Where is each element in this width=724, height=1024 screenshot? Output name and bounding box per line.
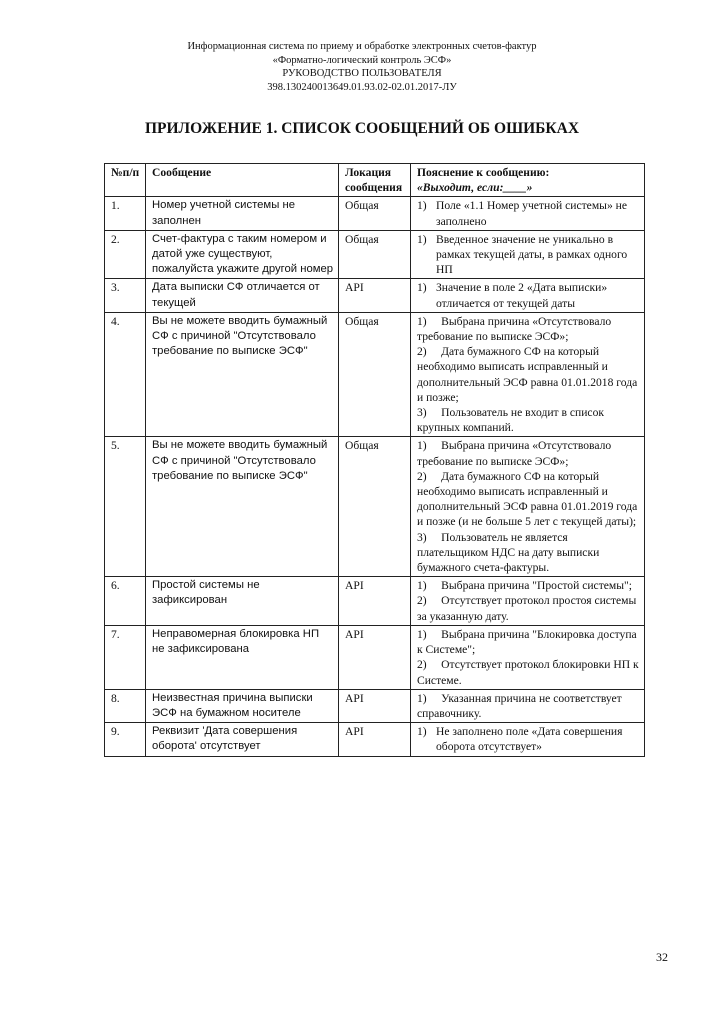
row-message: Дата выписки СФ отличается от текущей: [146, 279, 339, 312]
header-explanation-label: Пояснение к сообщению:: [417, 166, 550, 179]
explanation-paragraph: 3) Пользователь не входит в список крупных компаний.: [417, 406, 607, 435]
row-message: Реквизит 'Дата совершения оборота' отсутствует: [146, 723, 339, 756]
header-explanation: [411, 164, 645, 197]
row-explanation: [411, 279, 645, 312]
explanation-paragraph: 1) Выбрана причина "Блокировка доступа к Системе";: [417, 627, 640, 657]
row-explanation: [411, 625, 645, 689]
table-row: [105, 197, 645, 230]
header-module-name: «Форматно-логический контроль ЭСФ»: [272, 54, 452, 66]
explanation-paragraph: 1) Выбрана причина "Простой системы";: [417, 579, 632, 593]
row-explanation: [411, 230, 645, 279]
table-row: [105, 625, 645, 689]
row-location: Общая: [339, 230, 411, 279]
header-doc-type: РУКОВОДСТВО ПОЛЬЗОВАТЕЛЯ: [282, 68, 442, 79]
error-messages-table: [104, 163, 645, 757]
explanation-item: [417, 280, 640, 310]
table-row: [105, 437, 645, 577]
explanation-paragraph: 1) Выбрана причина «Отсутствовало требование по выписке ЭСФ»;: [417, 314, 615, 344]
explanation-paragraph: 2) Дата бумажного СФ на который необходимо выписать исправленный и дополнительный ЭСФ равна 01.01.2019 года и позже (и не больше 5 лет с текущей даты);: [417, 469, 641, 529]
explanation-item-text: Поле «1.1 Номер учетной системы» не заполнено: [436, 199, 627, 228]
row-location: Общая: [339, 197, 411, 230]
row-number: 9.: [105, 723, 146, 756]
row-explanation: [411, 689, 645, 722]
row-explanation: [411, 577, 645, 626]
row-location: Общая: [339, 312, 411, 437]
explanation-item: [417, 724, 640, 754]
header-num: №п/п: [105, 164, 146, 197]
row-message: Счет-фактура с таким номером и датой уже существуют, пожалуйста укажите другой номер: [146, 230, 339, 279]
row-explanation: [411, 312, 645, 437]
row-number: 4.: [105, 312, 146, 437]
explanation-paragraph: 1) Выбрана причина «Отсутствовало требование по выписке ЭСФ»;: [417, 439, 615, 468]
header-explanation-sub: «Выходит, если:____»: [417, 181, 533, 195]
row-location: API: [339, 723, 411, 756]
table-row: [105, 577, 645, 626]
explanation-paragraph: 1) Указанная причина не соответствует справочнику.: [417, 691, 625, 720]
header-message: Сообщение: [146, 164, 339, 197]
explanation-item-number: 1): [417, 232, 427, 246]
table-row: [105, 312, 645, 437]
explanation-item-text: Не заполнено поле «Дата совершения оборота отсутствует»: [436, 725, 623, 754]
table-header-row: [105, 164, 645, 197]
explanation-paragraph: 2) Отсутствует протокол простоя системы за указанную дату.: [417, 594, 640, 623]
explanation-paragraph: 2) Дата бумажного СФ на который необходимо выписать исправленный и дополнительный ЭСФ равна 01.01.2018 года и позже;: [417, 345, 641, 404]
explanation-paragraph: 2) Отсутствует протокол блокировки НП к Системе.: [417, 658, 642, 687]
row-explanation: [411, 437, 645, 577]
row-number: 2.: [105, 230, 146, 279]
row-number: 7.: [105, 625, 146, 689]
row-message: Простой системы не зафиксирован: [146, 577, 339, 626]
explanation-item-number: 1): [417, 725, 427, 739]
header-doc-code: 398.130240013649.01.93.02-02.01.2017-ЛУ: [267, 81, 457, 93]
row-message: Вы не можете вводить бумажный СФ с причиной "Отсутствовало требование по выписке ЭСФ": [146, 437, 339, 577]
row-location: API: [339, 577, 411, 626]
page-number: 32: [656, 950, 668, 964]
row-number: 5.: [105, 437, 146, 577]
row-message: Номер учетной системы не заполнен: [146, 197, 339, 230]
explanation-item-number: 1): [417, 281, 427, 295]
table-row: [105, 723, 645, 756]
explanation-item-number: 1): [417, 199, 427, 213]
row-location: API: [339, 279, 411, 312]
explanation-item: [417, 232, 640, 278]
row-number: 6.: [105, 577, 146, 626]
row-explanation: [411, 197, 645, 230]
row-number: 1.: [105, 197, 146, 230]
header-system-name: Информационная система по приему и обработке электронных счетов-фактур: [187, 41, 537, 52]
row-message: Неправомерная блокировка НП не зафиксирована: [146, 625, 339, 689]
row-explanation: [411, 723, 645, 756]
row-location: API: [339, 625, 411, 689]
row-number: 8.: [105, 689, 146, 722]
explanation-item: [417, 198, 640, 228]
header-location: Локация сообщения: [339, 164, 411, 197]
table-row: [105, 689, 645, 722]
explanation-paragraph: 3) Пользователь не является плательщиком НДС на дату выписки бумажного счета-фактуры.: [417, 530, 603, 575]
table-row: [105, 279, 645, 312]
explanation-item-text: Значение в поле 2 «Дата выписки» отличается от текущей даты: [436, 281, 608, 310]
row-location: API: [339, 689, 411, 722]
document-header: [0, 40, 724, 94]
page-title: ПРИЛОЖЕНИЕ 1. СПИСОК СООБЩЕНИЙ ОБ ОШИБКАХ: [144, 120, 580, 137]
row-location: Общая: [339, 437, 411, 577]
explanation-item-text: Введенное значение не уникально в рамках текущей даты, в рамках одного НП: [436, 232, 628, 277]
table-row: [105, 230, 645, 279]
row-number: 3.: [105, 279, 146, 312]
row-message: Вы не можете вводить бумажный СФ с причиной "Отсутствовало требование по выписке ЭСФ": [146, 312, 339, 437]
row-message: Неизвестная причина выписки ЭСФ на бумажном носителе: [146, 689, 339, 722]
